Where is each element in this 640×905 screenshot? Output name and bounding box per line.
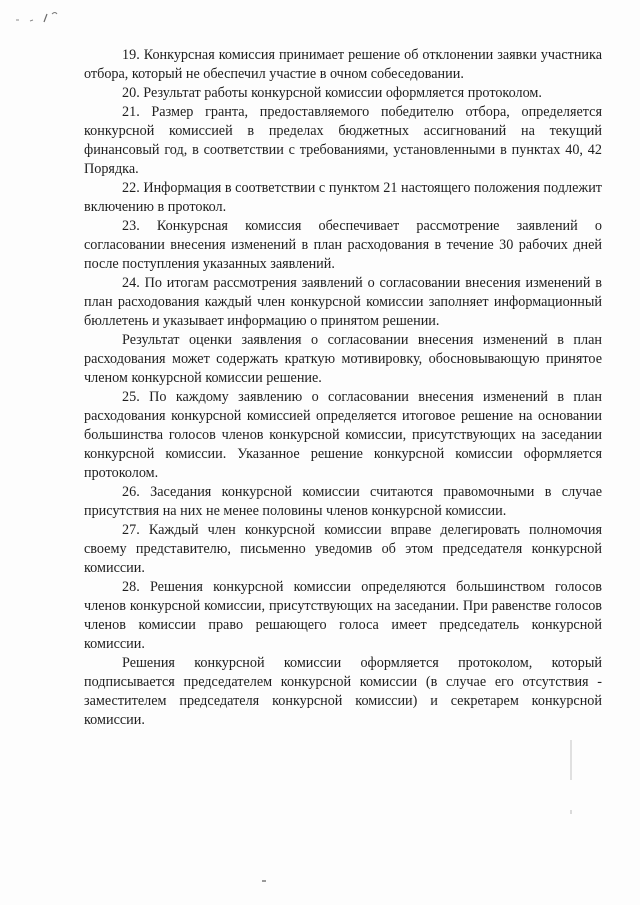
bottom-scan-speck — [262, 880, 266, 882]
paragraph-25: 25. По каждому заявлению о согласовании внесения изменений в план расходования конкурсной комиссией определяется итоговое решение на основании большинства голосов членов конкурсной комиссии, присутствующих на заседании конкурсной комиссии. Указанное решение конкурсной комиссии оформляется протоколом. — [84, 389, 602, 481]
margin-scan-specks — [568, 700, 574, 830]
paragraph-21: 21. Размер гранта, предоставляемого победителю отбора, определяется конкурсной комиссией в пределах бюджетных ассигнований на текущий финансовый год, в соответствии с требованиями, установленными в пунктах 40, 42 Порядка. — [84, 104, 602, 177]
document-body — [84, 46, 602, 730]
paragraph-24: 24. По итогам рассмотрения заявлений о согласовании внесения изменений в план расходования каждый член конкурсной комиссии заполняет информационный бюллетень и указывает информацию о принятом решении. — [84, 275, 602, 329]
paragraph-24-note: Результат оценки заявления о согласовании внесения изменений в план расходования может содержать краткую мотивировку, обосновывающую принятое членом конкурсной комиссии решение. — [84, 332, 602, 386]
paragraph-19: 19. Конкурсная комиссия принимает решение об отклонении заявки участника отбора, который не обеспечил участие в очном собеседовании. — [84, 47, 602, 82]
paragraph-20: 20. Результат работы конкурсной комиссии оформляется протоколом. — [122, 85, 542, 101]
paragraph-27: 27. Каждый член конкурсной комиссии вправе делегировать полномочия своему представителю, письменно уведомив об этом председателя конкурсной комиссии. — [84, 522, 602, 576]
paragraph-22: 22. Информация в соответствии с пунктом 21 настоящего положения подлежит включению в протокол. — [84, 180, 602, 215]
paragraph-28: 28. Решения конкурсной комиссии определяются большинством голосов членов конкурсной комиссии, присутствующих на заседании. При равенстве голосов членов комиссии право решающего голоса имеет председатель конкурсной комиссии. — [84, 579, 602, 652]
paragraph-26: 26. Заседания конкурсной комиссии считаются правомочными в случае присутствия на них не менее половины членов конкурсной комиссии. — [84, 484, 602, 519]
paragraph-28-note: Решения конкурсной комиссии оформляется протоколом, который подписывается председателем конкурсной комиссии (в случае его отсутствия - заместителем председателя конкурсной комиссии) и секретарем конкурсной комиссии. — [84, 655, 602, 728]
paragraph-23: 23. Конкурсная комиссия обеспечивает рассмотрение заявлений о согласовании внесения изменений в план расходования в течение 30 рабочих дней после поступления указанных заявлений. — [84, 218, 602, 272]
scan-artifact-mark — [14, 8, 64, 24]
